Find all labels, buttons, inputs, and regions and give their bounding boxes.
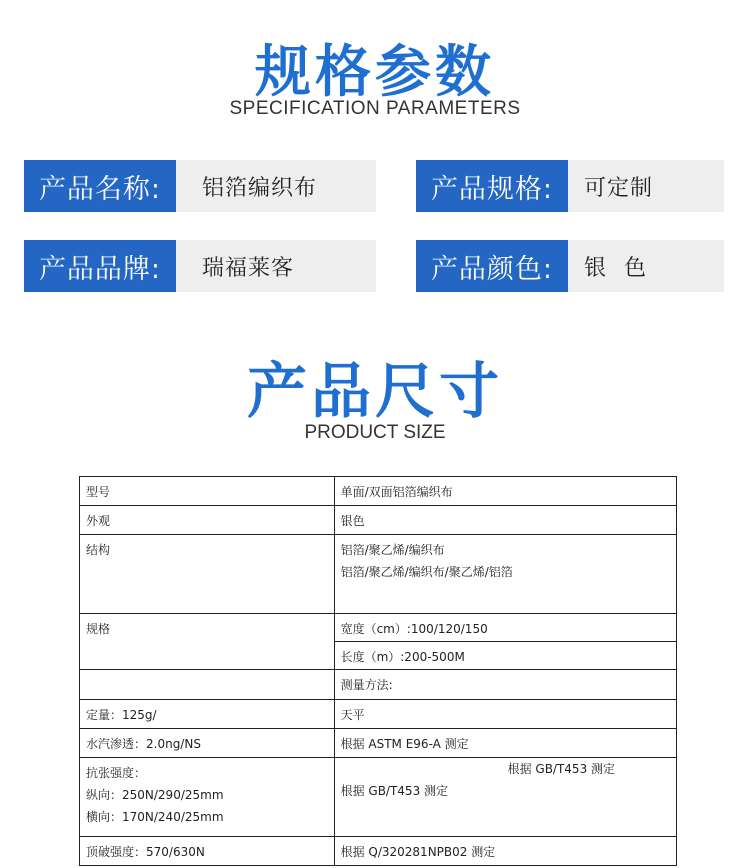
table-row	[80, 729, 677, 758]
table-cell	[335, 535, 677, 613]
table-row	[80, 506, 677, 535]
size-section-subtitle: PRODUCT SIZE	[304, 422, 446, 443]
table-cell: 规格	[80, 614, 335, 669]
table-cell: 定量：125g/	[80, 700, 335, 728]
param-value: 可定制	[568, 160, 724, 212]
table-cell: 结构	[80, 535, 335, 613]
spec-section-title: 规格参数	[255, 40, 495, 105]
table-cell: 水汽渗透：2.0ng/NS	[80, 729, 335, 757]
table-cell: 顶破强度：570/630N	[80, 837, 335, 865]
table-cell	[335, 614, 677, 669]
param-value: 瑞福莱客	[176, 240, 376, 292]
param-label: 产品规格:	[416, 160, 568, 212]
table-row	[80, 700, 677, 729]
param-label: 产品名称:	[24, 160, 176, 212]
table-cell: 型号	[80, 477, 335, 505]
table-row	[80, 535, 677, 614]
table-cell: 银色	[335, 506, 677, 534]
table-cell: 根据 Q/320281NPB02 测定	[335, 837, 677, 865]
param-label: 产品品牌:	[24, 240, 176, 292]
param-product-spec	[416, 160, 724, 212]
table-cell-line: 铝箔/聚乙烯/编织布/聚乙烯/铝箔	[340, 565, 513, 579]
param-value: 银色	[568, 240, 724, 292]
table-subcell: 长度（m）:200-500M	[340, 650, 465, 664]
table-subcell: 宽度（cm）:100/120/150	[335, 614, 676, 642]
size-section-title: 产品尺寸	[247, 357, 503, 427]
spec-table	[79, 476, 677, 866]
table-cell-line: 抗张强度：	[86, 766, 147, 780]
table-cell-line: 铝箔/聚乙烯/编织布	[340, 543, 445, 557]
table-cell: 天平	[335, 700, 677, 728]
table-cell-line: 根据 GB/T453 测定	[340, 784, 449, 798]
table-cell: 外观	[80, 506, 335, 534]
spec-section-subtitle: SPECIFICATION PARAMETERS	[229, 98, 521, 119]
table-row	[80, 670, 677, 700]
param-product-color	[416, 240, 724, 292]
param-product-brand	[24, 240, 376, 292]
table-cell-line: 纵向：250N/290/25mm	[86, 788, 224, 802]
table-cell	[80, 758, 335, 836]
param-product-name	[24, 160, 376, 212]
table-cell	[335, 758, 677, 836]
table-row	[80, 614, 677, 670]
table-row	[80, 758, 677, 837]
param-value: 铝箔编织布	[176, 160, 376, 212]
table-cell: 测量方法:	[335, 670, 677, 699]
table-cell: 根据 ASTM E96-A 测定	[335, 729, 677, 757]
table-row	[80, 477, 677, 506]
table-row	[80, 837, 677, 866]
table-cell	[80, 670, 335, 699]
table-cell-line: 根据 GB/T453 测定	[507, 762, 616, 776]
param-label: 产品颜色:	[416, 240, 568, 292]
table-cell: 单面/双面铝箔编织布	[335, 477, 677, 505]
table-cell-line: 横向：170N/240/25mm	[86, 810, 224, 824]
